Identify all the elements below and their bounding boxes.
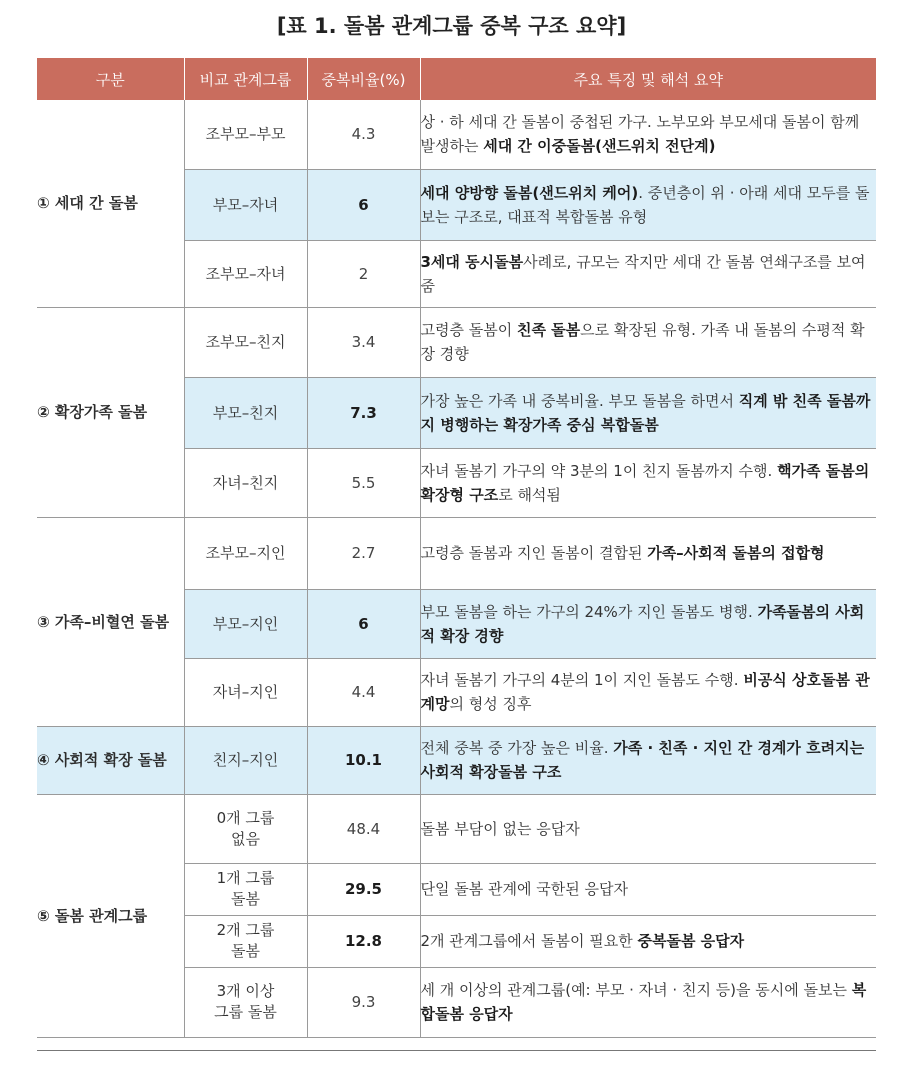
compare-group-cell: 부모–친지 [184, 377, 307, 448]
compare-group-cell: 부모–자녀 [184, 169, 307, 240]
summary-text: 의 형성 징후 [449, 695, 532, 713]
summary-cell [420, 726, 876, 794]
overlap-ratio-cell: 4.4 [307, 658, 420, 726]
summary-emphasis: 직계 밖 친족 돌봄까지 병행하는 확장가족 중심 복합돌봄 [420, 391, 871, 434]
summary-text: 으로 확장된 유형. 가족 내 돌봄의 수평적 확장 경향 [420, 321, 865, 363]
table-row [37, 794, 876, 863]
summary-cell [420, 517, 876, 589]
overlap-ratio-cell: 3.4 [307, 307, 420, 377]
summary-cell [420, 589, 876, 658]
summary-text: 세 개 이상의 관계그룹(예: 부모 · 자녀 · 친지 등)을 동시에 돌보는 [420, 981, 852, 999]
summary-cell [420, 915, 876, 967]
summary-emphasis: 친족 돌봄 [516, 321, 581, 339]
summary-cell [420, 794, 876, 863]
summary-cell [420, 967, 876, 1037]
overlap-ratio-cell: 10.1 [307, 726, 420, 794]
summary-emphasis: 가족돌봄의 사회적 확장 경향 [420, 602, 865, 645]
overlap-ratio-cell: 6 [307, 589, 420, 658]
header-summary: 주요 특징 및 해석 요약 [420, 58, 876, 100]
summary-emphasis: 가족 · 친족 · 지인 간 경계가 흐려지는 사회적 확장돌봄 구조 [420, 739, 865, 781]
table-title: [표 1. 돌봄 관계그룹 중복 구조 요약] [276, 14, 627, 38]
category-cell: ③ 가족–비혈연 돌봄 [37, 517, 184, 726]
summary-emphasis: 세대 양방향 돌봄(샌드위치 케어) [420, 183, 639, 202]
summary-text: 상 · 하 세대 간 돌봄이 중첩된 가구. 노부모와 부모세대 돌봄이 함께 발생하는 [420, 113, 860, 156]
summary-text: 고령층 돌봄이 [420, 321, 517, 339]
category-cell: ② 확장가족 돌봄 [37, 307, 184, 517]
summary-text: 돌봄 부담이 없는 응답자 [420, 819, 580, 838]
compare-group-cell: 자녀–친지 [184, 448, 307, 517]
compare-group-cell: 조부모–부모 [184, 100, 307, 169]
compare-group-cell: 2개 그룹 돌봄 [184, 915, 307, 967]
summary-cell [420, 658, 876, 726]
compare-group-cell: 조부모–친지 [184, 307, 307, 377]
table-row [37, 517, 876, 589]
overlap-ratio-cell: 5.5 [307, 448, 420, 517]
summary-cell [420, 169, 876, 240]
summary-text: 2개 관계그룹에서 돌봄이 필요한 [420, 932, 638, 950]
category-cell: ① 세대 간 돌봄 [37, 100, 184, 307]
summary-text: 부모 돌봄을 하는 가구의 24%가 지인 돌봄도 병행. [420, 602, 758, 621]
summary-text: . 중년층이 위 · 아래 세대 모두를 돌보는 구조로, 대표적 복합돌봄 유형 [420, 183, 870, 226]
summary-text: 고령층 돌봄과 지인 돌봄이 결합된 [420, 544, 648, 562]
overlap-ratio-cell: 29.5 [307, 863, 420, 915]
table-body [37, 100, 876, 1037]
overlap-ratio-cell: 9.3 [307, 967, 420, 1037]
category-cell: ④ 사회적 확장 돌봄 [37, 726, 184, 794]
header-compare-group: 비교 관계그룹 [184, 58, 307, 100]
summary-emphasis: 중복돌봄 응답자 [637, 932, 745, 950]
summary-cell [420, 863, 876, 915]
summary-emphasis: 3세대 동시돌봄 [420, 252, 524, 271]
overlap-ratio-cell: 12.8 [307, 915, 420, 967]
summary-emphasis: 가족–사회적 돌봄의 접합형 [647, 544, 825, 562]
summary-cell [420, 240, 876, 307]
summary-emphasis: 핵가족 돌봄의 확장형 구조 [420, 461, 870, 504]
summary-text: 로 해석됨 [498, 485, 561, 504]
category-cell: ⑤ 돌봄 관계그룹 [37, 794, 184, 1037]
overlap-ratio-cell: 6 [307, 169, 420, 240]
summary-text: 자녀 돌봄기 가구의 4분의 1이 지인 돌봄도 수행. [420, 671, 744, 689]
summary-cell [420, 448, 876, 517]
summary-cell [420, 100, 876, 169]
compare-group-cell: 1개 그룹 돌봄 [184, 863, 307, 915]
summary-emphasis: 복합돌봄 응답자 [420, 981, 867, 1023]
table-row [37, 100, 876, 169]
compare-group-cell: 친지–지인 [184, 726, 307, 794]
compare-group-cell: 0개 그룹 없음 [184, 794, 307, 863]
overlap-ratio-cell: 4.3 [307, 100, 420, 169]
table-row [37, 726, 876, 794]
overlap-ratio-cell: 2 [307, 240, 420, 307]
summary-text: 가장 높은 가족 내 중복비율. 부모 돌봄을 하면서 [420, 391, 739, 410]
summary-cell [420, 307, 876, 377]
overlap-ratio-cell: 7.3 [307, 377, 420, 448]
summary-cell [420, 377, 876, 448]
summary-table [37, 58, 876, 1038]
summary-emphasis: 세대 간 이중돌봄(샌드위치 전단계) [483, 137, 716, 156]
summary-text: 자녀 돌봄기 가구의 약 3분의 1이 친지 돌봄까지 수행. [420, 461, 778, 480]
table-bottom-rule [37, 1050, 876, 1051]
compare-group-cell: 조부모–지인 [184, 517, 307, 589]
overlap-ratio-cell: 2.7 [307, 517, 420, 589]
overlap-ratio-cell: 48.4 [307, 794, 420, 863]
compare-group-cell: 부모–지인 [184, 589, 307, 658]
summary-text: 단일 돌봄 관계에 국한된 응답자 [420, 880, 628, 898]
summary-text: 전체 중복 중 가장 높은 비율. [420, 739, 614, 757]
table-row [37, 307, 876, 377]
compare-group-cell: 3개 이상 그룹 돌봄 [184, 967, 307, 1037]
summary-text: 사례로, 규모는 작지만 세대 간 돌봄 연쇄구조를 보여줌 [420, 252, 866, 295]
compare-group-cell: 자녀–지인 [184, 658, 307, 726]
summary-emphasis: 비공식 상호돌봄 관계망 [420, 671, 870, 713]
compare-group-cell: 조부모–자녀 [184, 240, 307, 307]
table-header-row [37, 58, 876, 100]
header-category: 구분 [37, 58, 184, 100]
header-overlap-ratio: 중복비율(%) [307, 58, 420, 100]
